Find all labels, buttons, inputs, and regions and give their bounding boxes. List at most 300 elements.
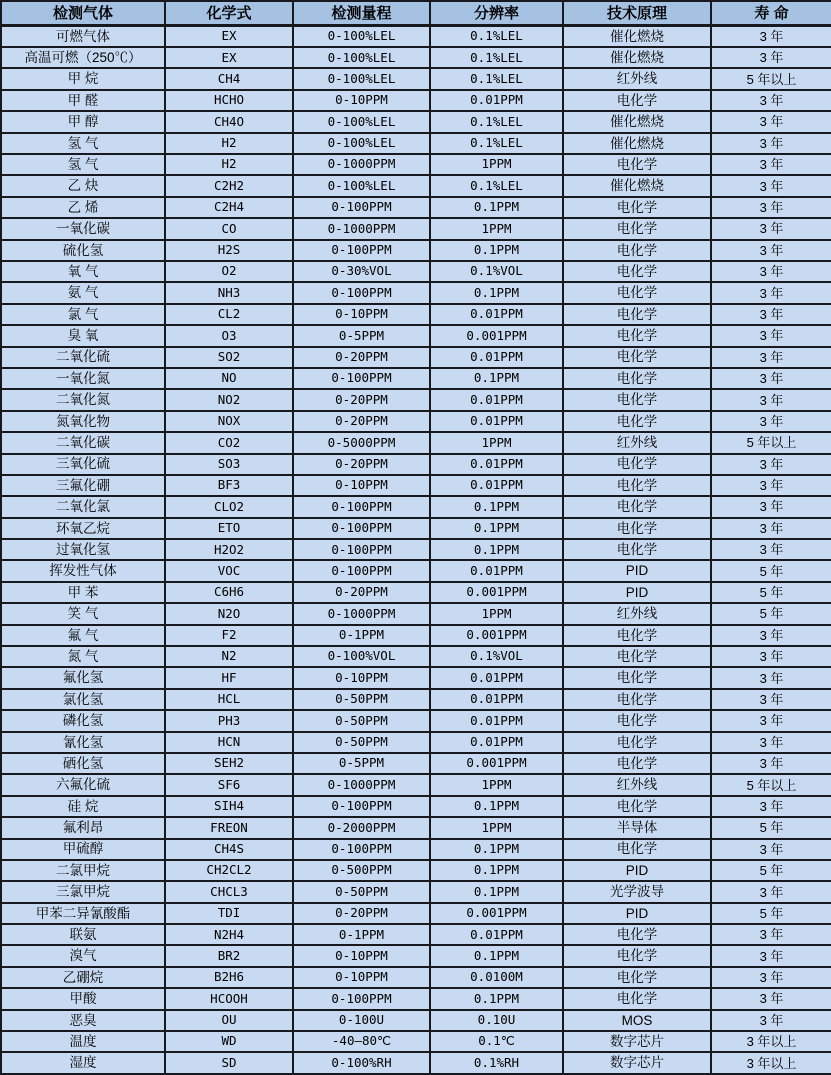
cell-lifespan: 3 年 — [711, 539, 831, 560]
cell-formula: VOC — [165, 560, 293, 581]
cell-formula: H2 — [165, 133, 293, 154]
cell-resolution: 1PPM — [430, 432, 563, 453]
cell-gas: 笑 气 — [1, 603, 165, 624]
cell-principle: 电化学 — [563, 368, 711, 389]
cell-lifespan: 3 年 — [711, 261, 831, 282]
cell-resolution: 1PPM — [430, 603, 563, 624]
cell-gas: 氢 气 — [1, 154, 165, 175]
cell-gas: 挥发性气体 — [1, 560, 165, 581]
cell-formula: F2 — [165, 625, 293, 646]
cell-gas: 氮 气 — [1, 646, 165, 667]
cell-formula: SD — [165, 1052, 293, 1074]
table-row — [1, 1031, 831, 1052]
cell-range: 0-100PPM — [293, 839, 430, 860]
cell-range: 0-5PPM — [293, 325, 430, 346]
cell-resolution: 0.1PPM — [430, 282, 563, 303]
cell-formula: NH3 — [165, 282, 293, 303]
cell-lifespan: 3 年 — [711, 839, 831, 860]
cell-range: 0-20PPM — [293, 454, 430, 475]
cell-gas: 氯 气 — [1, 304, 165, 325]
cell-gas: 硅 烷 — [1, 796, 165, 817]
cell-range: 0-20PPM — [293, 582, 430, 603]
cell-resolution: 0.001PPM — [430, 582, 563, 603]
table-row — [1, 454, 831, 475]
cell-formula: BF3 — [165, 475, 293, 496]
cell-gas: 恶臭 — [1, 1010, 165, 1031]
column-header-lifespan: 寿 命 — [711, 1, 831, 25]
cell-gas: 甲硫醇 — [1, 839, 165, 860]
cell-lifespan: 3 年 — [711, 282, 831, 303]
cell-resolution: 0.10U — [430, 1010, 563, 1031]
cell-principle: 电化学 — [563, 389, 711, 410]
cell-resolution: 0.01PPM — [430, 667, 563, 688]
cell-formula: N2O — [165, 603, 293, 624]
table-row — [1, 903, 831, 924]
cell-lifespan: 3 年 — [711, 175, 831, 196]
column-header-range: 检测量程 — [293, 1, 430, 25]
cell-lifespan: 3 年 — [711, 924, 831, 945]
cell-lifespan: 5 年 — [711, 903, 831, 924]
cell-gas: 甲 醛 — [1, 90, 165, 111]
cell-resolution: 0.01PPM — [430, 90, 563, 111]
cell-resolution: 0.01PPM — [430, 347, 563, 368]
cell-resolution: 0.001PPM — [430, 753, 563, 774]
table-row — [1, 817, 831, 838]
cell-range: 0-100%LEL — [293, 47, 430, 68]
column-header-resolution: 分辨率 — [430, 1, 563, 25]
table-row — [1, 603, 831, 624]
cell-formula: SO2 — [165, 347, 293, 368]
cell-formula: C2H2 — [165, 175, 293, 196]
cell-gas: 乙 烯 — [1, 197, 165, 218]
cell-resolution: 0.01PPM — [430, 454, 563, 475]
cell-gas: 一氧化碳 — [1, 218, 165, 239]
cell-formula: HCN — [165, 732, 293, 753]
cell-formula: CH4S — [165, 839, 293, 860]
cell-gas: 磷化氢 — [1, 710, 165, 731]
cell-formula: CH4 — [165, 68, 293, 89]
cell-principle: 电化学 — [563, 475, 711, 496]
cell-lifespan: 3 年 — [711, 154, 831, 175]
cell-formula: HCOOH — [165, 988, 293, 1009]
cell-principle: PID — [563, 860, 711, 881]
cell-gas: 三氧化硫 — [1, 454, 165, 475]
cell-range: 0-1000PPM — [293, 218, 430, 239]
cell-gas: 氯化氢 — [1, 689, 165, 710]
cell-range: 0-10PPM — [293, 667, 430, 688]
cell-lifespan: 3 年 — [711, 753, 831, 774]
cell-resolution: 0.1℃ — [430, 1031, 563, 1052]
table-row — [1, 753, 831, 774]
cell-gas: 高温可燃（250℃） — [1, 47, 165, 68]
cell-lifespan: 5 年以上 — [711, 68, 831, 89]
table-row — [1, 475, 831, 496]
cell-principle: 红外线 — [563, 432, 711, 453]
cell-lifespan: 3 年以上 — [711, 1052, 831, 1074]
cell-gas: 甲酸 — [1, 988, 165, 1009]
cell-lifespan: 3 年 — [711, 988, 831, 1009]
table-row — [1, 496, 831, 517]
cell-formula: NO2 — [165, 389, 293, 410]
cell-formula: WD — [165, 1031, 293, 1052]
cell-formula: NOX — [165, 411, 293, 432]
cell-gas: 一氧化氮 — [1, 368, 165, 389]
cell-range: 0-100PPM — [293, 539, 430, 560]
cell-formula: B2H6 — [165, 967, 293, 988]
cell-lifespan: 3 年 — [711, 881, 831, 902]
cell-range: 0-500PPM — [293, 860, 430, 881]
table-row — [1, 796, 831, 817]
cell-lifespan: 3 年 — [711, 475, 831, 496]
cell-formula: ETO — [165, 518, 293, 539]
cell-resolution: 0.1%LEL — [430, 68, 563, 89]
table-row — [1, 967, 831, 988]
cell-formula: H2S — [165, 240, 293, 261]
cell-lifespan: 3 年 — [711, 667, 831, 688]
cell-formula: CLO2 — [165, 496, 293, 517]
cell-range: 0-5000PPM — [293, 432, 430, 453]
cell-lifespan: 5 年 — [711, 582, 831, 603]
cell-formula: C2H4 — [165, 197, 293, 218]
cell-principle: 电化学 — [563, 753, 711, 774]
cell-principle: 红外线 — [563, 774, 711, 795]
cell-formula: SEH2 — [165, 753, 293, 774]
cell-formula: TDI — [165, 903, 293, 924]
cell-principle: 电化学 — [563, 347, 711, 368]
cell-range: 0-50PPM — [293, 710, 430, 731]
cell-resolution: 0.1%LEL — [430, 47, 563, 68]
cell-gas: 三氯甲烷 — [1, 881, 165, 902]
cell-lifespan: 3 年 — [711, 325, 831, 346]
cell-resolution: 0.1PPM — [430, 860, 563, 881]
cell-formula: O3 — [165, 325, 293, 346]
cell-formula: CL2 — [165, 304, 293, 325]
cell-lifespan: 3 年 — [711, 133, 831, 154]
cell-principle: 电化学 — [563, 988, 711, 1009]
cell-principle: 数字芯片 — [563, 1031, 711, 1052]
cell-resolution: 0.01PPM — [430, 411, 563, 432]
cell-principle: 光学波导 — [563, 881, 711, 902]
table-row — [1, 689, 831, 710]
cell-principle: 电化学 — [563, 796, 711, 817]
cell-lifespan: 5 年 — [711, 603, 831, 624]
cell-range: 0-10PPM — [293, 304, 430, 325]
cell-range: 0-100U — [293, 1010, 430, 1031]
cell-principle: 电化学 — [563, 667, 711, 688]
cell-lifespan: 3 年 — [711, 389, 831, 410]
cell-principle: 红外线 — [563, 603, 711, 624]
cell-resolution: 0.1%VOL — [430, 261, 563, 282]
cell-lifespan: 3 年 — [711, 304, 831, 325]
cell-lifespan: 5 年 — [711, 817, 831, 838]
cell-gas: 甲 烷 — [1, 68, 165, 89]
cell-range: 0-30%VOL — [293, 261, 430, 282]
cell-gas: 三氟化硼 — [1, 475, 165, 496]
table-row — [1, 25, 831, 47]
cell-range: 0-100%LEL — [293, 175, 430, 196]
cell-formula: NO — [165, 368, 293, 389]
table-row — [1, 90, 831, 111]
cell-principle: 电化学 — [563, 325, 711, 346]
cell-gas: 氰化氢 — [1, 732, 165, 753]
cell-range: 0-100PPM — [293, 560, 430, 581]
cell-formula: HF — [165, 667, 293, 688]
cell-gas: 联氨 — [1, 924, 165, 945]
cell-gas: 环氧乙烷 — [1, 518, 165, 539]
cell-lifespan: 3 年 — [711, 967, 831, 988]
cell-lifespan: 3 年 — [711, 646, 831, 667]
cell-gas: 二氧化氯 — [1, 496, 165, 517]
table-row — [1, 282, 831, 303]
cell-principle: 电化学 — [563, 732, 711, 753]
table-row — [1, 539, 831, 560]
cell-lifespan: 3 年 — [711, 90, 831, 111]
cell-range: 0-20PPM — [293, 411, 430, 432]
cell-lifespan: 3 年 — [711, 496, 831, 517]
cell-principle: 催化燃烧 — [563, 133, 711, 154]
cell-lifespan: 3 年 — [711, 710, 831, 731]
cell-gas: 可燃气体 — [1, 25, 165, 47]
cell-principle: 电化学 — [563, 839, 711, 860]
cell-gas: 二氧化硫 — [1, 347, 165, 368]
cell-principle: 电化学 — [563, 240, 711, 261]
cell-principle: 催化燃烧 — [563, 175, 711, 196]
cell-resolution: 0.1%LEL — [430, 175, 563, 196]
cell-resolution: 0.1%VOL — [430, 646, 563, 667]
cell-range: 0-100%LEL — [293, 25, 430, 47]
cell-gas: 氮氧化物 — [1, 411, 165, 432]
cell-principle: 催化燃烧 — [563, 25, 711, 47]
table-row — [1, 732, 831, 753]
table-row — [1, 261, 831, 282]
cell-principle: 电化学 — [563, 197, 711, 218]
table-row — [1, 839, 831, 860]
cell-resolution: 0.1PPM — [430, 496, 563, 517]
table-row — [1, 710, 831, 731]
cell-lifespan: 3 年 — [711, 411, 831, 432]
cell-gas: 氟 气 — [1, 625, 165, 646]
table-row — [1, 240, 831, 261]
cell-resolution: 0.1PPM — [430, 839, 563, 860]
cell-resolution: 1PPM — [430, 817, 563, 838]
cell-formula: SO3 — [165, 454, 293, 475]
cell-principle: 电化学 — [563, 282, 711, 303]
cell-range: 0-100PPM — [293, 496, 430, 517]
cell-principle: 电化学 — [563, 454, 711, 475]
table-body — [1, 25, 831, 1074]
cell-resolution: 0.1PPM — [430, 368, 563, 389]
cell-formula: SIH4 — [165, 796, 293, 817]
cell-principle: 红外线 — [563, 68, 711, 89]
cell-principle: 电化学 — [563, 646, 711, 667]
cell-resolution: 0.01PPM — [430, 560, 563, 581]
cell-formula: EX — [165, 25, 293, 47]
cell-formula: HCHO — [165, 90, 293, 111]
cell-resolution: 1PPM — [430, 154, 563, 175]
cell-range: 0-20PPM — [293, 389, 430, 410]
cell-resolution: 0.1PPM — [430, 796, 563, 817]
cell-lifespan: 3 年 — [711, 218, 831, 239]
cell-range: 0-100PPM — [293, 796, 430, 817]
cell-principle: 电化学 — [563, 218, 711, 239]
cell-formula: FREON — [165, 817, 293, 838]
cell-formula: H2 — [165, 154, 293, 175]
table-row — [1, 411, 831, 432]
table-row — [1, 111, 831, 132]
table-row — [1, 197, 831, 218]
cell-gas: 甲 醇 — [1, 111, 165, 132]
cell-formula: HCL — [165, 689, 293, 710]
table-row — [1, 154, 831, 175]
cell-formula: H2O2 — [165, 539, 293, 560]
table-row — [1, 175, 831, 196]
cell-gas: 温度 — [1, 1031, 165, 1052]
cell-range: 0-50PPM — [293, 881, 430, 902]
cell-principle: 电化学 — [563, 304, 711, 325]
cell-resolution: 0.01PPM — [430, 304, 563, 325]
cell-formula: N2 — [165, 646, 293, 667]
column-header-gas: 检测气体 — [1, 1, 165, 25]
cell-gas: 六氟化硫 — [1, 774, 165, 795]
cell-range: 0-10PPM — [293, 945, 430, 966]
cell-principle: 电化学 — [563, 90, 711, 111]
cell-range: 0-20PPM — [293, 903, 430, 924]
cell-resolution: 1PPM — [430, 218, 563, 239]
cell-gas: 氢 气 — [1, 133, 165, 154]
cell-lifespan: 5 年以上 — [711, 432, 831, 453]
cell-resolution: 0.1PPM — [430, 197, 563, 218]
header-row — [1, 1, 831, 25]
cell-resolution: 0.01PPM — [430, 710, 563, 731]
cell-formula: CO2 — [165, 432, 293, 453]
cell-principle: 催化燃烧 — [563, 111, 711, 132]
cell-gas: 乙硼烷 — [1, 967, 165, 988]
table-row — [1, 667, 831, 688]
cell-range: 0-10PPM — [293, 967, 430, 988]
table-row — [1, 518, 831, 539]
cell-principle: 电化学 — [563, 924, 711, 945]
cell-lifespan: 3 年 — [711, 240, 831, 261]
cell-range: 0-100PPM — [293, 518, 430, 539]
cell-lifespan: 3 年 — [711, 518, 831, 539]
cell-range: 0-100%LEL — [293, 111, 430, 132]
cell-range: 0-50PPM — [293, 689, 430, 710]
cell-range: 0-100PPM — [293, 988, 430, 1009]
cell-range: 0-1000PPM — [293, 774, 430, 795]
cell-range: 0-100PPM — [293, 368, 430, 389]
table-row — [1, 389, 831, 410]
cell-formula: O2 — [165, 261, 293, 282]
cell-lifespan: 3 年 — [711, 1010, 831, 1031]
cell-principle: 电化学 — [563, 625, 711, 646]
cell-range: 0-100%LEL — [293, 133, 430, 154]
cell-range: -40—80℃ — [293, 1031, 430, 1052]
cell-resolution: 0.01PPM — [430, 389, 563, 410]
cell-resolution: 0.1PPM — [430, 518, 563, 539]
table-row — [1, 560, 831, 581]
cell-formula: PH3 — [165, 710, 293, 731]
cell-gas: 二氧化氮 — [1, 389, 165, 410]
cell-range: 0-100PPM — [293, 282, 430, 303]
cell-resolution: 0.001PPM — [430, 625, 563, 646]
cell-principle: MOS — [563, 1010, 711, 1031]
cell-lifespan: 3 年 — [711, 945, 831, 966]
cell-lifespan: 5 年 — [711, 560, 831, 581]
cell-formula: EX — [165, 47, 293, 68]
cell-gas: 甲 苯 — [1, 582, 165, 603]
column-header-formula: 化学式 — [165, 1, 293, 25]
cell-gas: 氨 气 — [1, 282, 165, 303]
cell-range: 0-100%VOL — [293, 646, 430, 667]
cell-range: 0-5PPM — [293, 753, 430, 774]
table-row — [1, 582, 831, 603]
cell-range: 0-1000PPM — [293, 154, 430, 175]
cell-lifespan: 3 年 — [711, 368, 831, 389]
cell-resolution: 0.1PPM — [430, 988, 563, 1009]
cell-resolution: 0.1%LEL — [430, 25, 563, 47]
cell-lifespan: 3 年 — [711, 197, 831, 218]
cell-resolution: 1PPM — [430, 774, 563, 795]
cell-lifespan: 3 年 — [711, 25, 831, 47]
cell-principle: 电化学 — [563, 154, 711, 175]
cell-formula: SF6 — [165, 774, 293, 795]
cell-principle: PID — [563, 560, 711, 581]
table-row — [1, 133, 831, 154]
cell-principle: 电化学 — [563, 945, 711, 966]
cell-resolution: 0.01PPM — [430, 732, 563, 753]
cell-formula: BR2 — [165, 945, 293, 966]
cell-lifespan: 3 年以上 — [711, 1031, 831, 1052]
cell-lifespan: 3 年 — [711, 732, 831, 753]
cell-formula: CH2CL2 — [165, 860, 293, 881]
cell-resolution: 0.01PPM — [430, 689, 563, 710]
cell-resolution: 0.001PPM — [430, 903, 563, 924]
cell-resolution: 0.001PPM — [430, 325, 563, 346]
cell-lifespan: 3 年 — [711, 625, 831, 646]
table-row — [1, 646, 831, 667]
cell-lifespan: 3 年 — [711, 454, 831, 475]
cell-gas: 二氧化碳 — [1, 432, 165, 453]
table-row — [1, 774, 831, 795]
cell-gas: 过氧化氢 — [1, 539, 165, 560]
cell-principle: 催化燃烧 — [563, 47, 711, 68]
cell-formula: CHCL3 — [165, 881, 293, 902]
cell-formula: CH4O — [165, 111, 293, 132]
cell-range: 0-100PPM — [293, 240, 430, 261]
cell-lifespan: 3 年 — [711, 689, 831, 710]
cell-resolution: 0.1%LEL — [430, 133, 563, 154]
table-row — [1, 325, 831, 346]
table-row — [1, 368, 831, 389]
cell-gas: 溴气 — [1, 945, 165, 966]
table-row — [1, 881, 831, 902]
cell-principle: 半导体 — [563, 817, 711, 838]
cell-range: 0-100PPM — [293, 197, 430, 218]
cell-principle: 电化学 — [563, 496, 711, 517]
cell-gas: 臭 氧 — [1, 325, 165, 346]
cell-formula: CO — [165, 218, 293, 239]
table-row — [1, 47, 831, 68]
cell-range: 0-20PPM — [293, 347, 430, 368]
column-header-principle: 技术原理 — [563, 1, 711, 25]
cell-range: 0-1PPM — [293, 625, 430, 646]
cell-gas: 硒化氢 — [1, 753, 165, 774]
cell-principle: 数字芯片 — [563, 1052, 711, 1074]
table-row — [1, 347, 831, 368]
cell-range: 0-1000PPM — [293, 603, 430, 624]
cell-range: 0-100%RH — [293, 1052, 430, 1074]
table-row — [1, 432, 831, 453]
